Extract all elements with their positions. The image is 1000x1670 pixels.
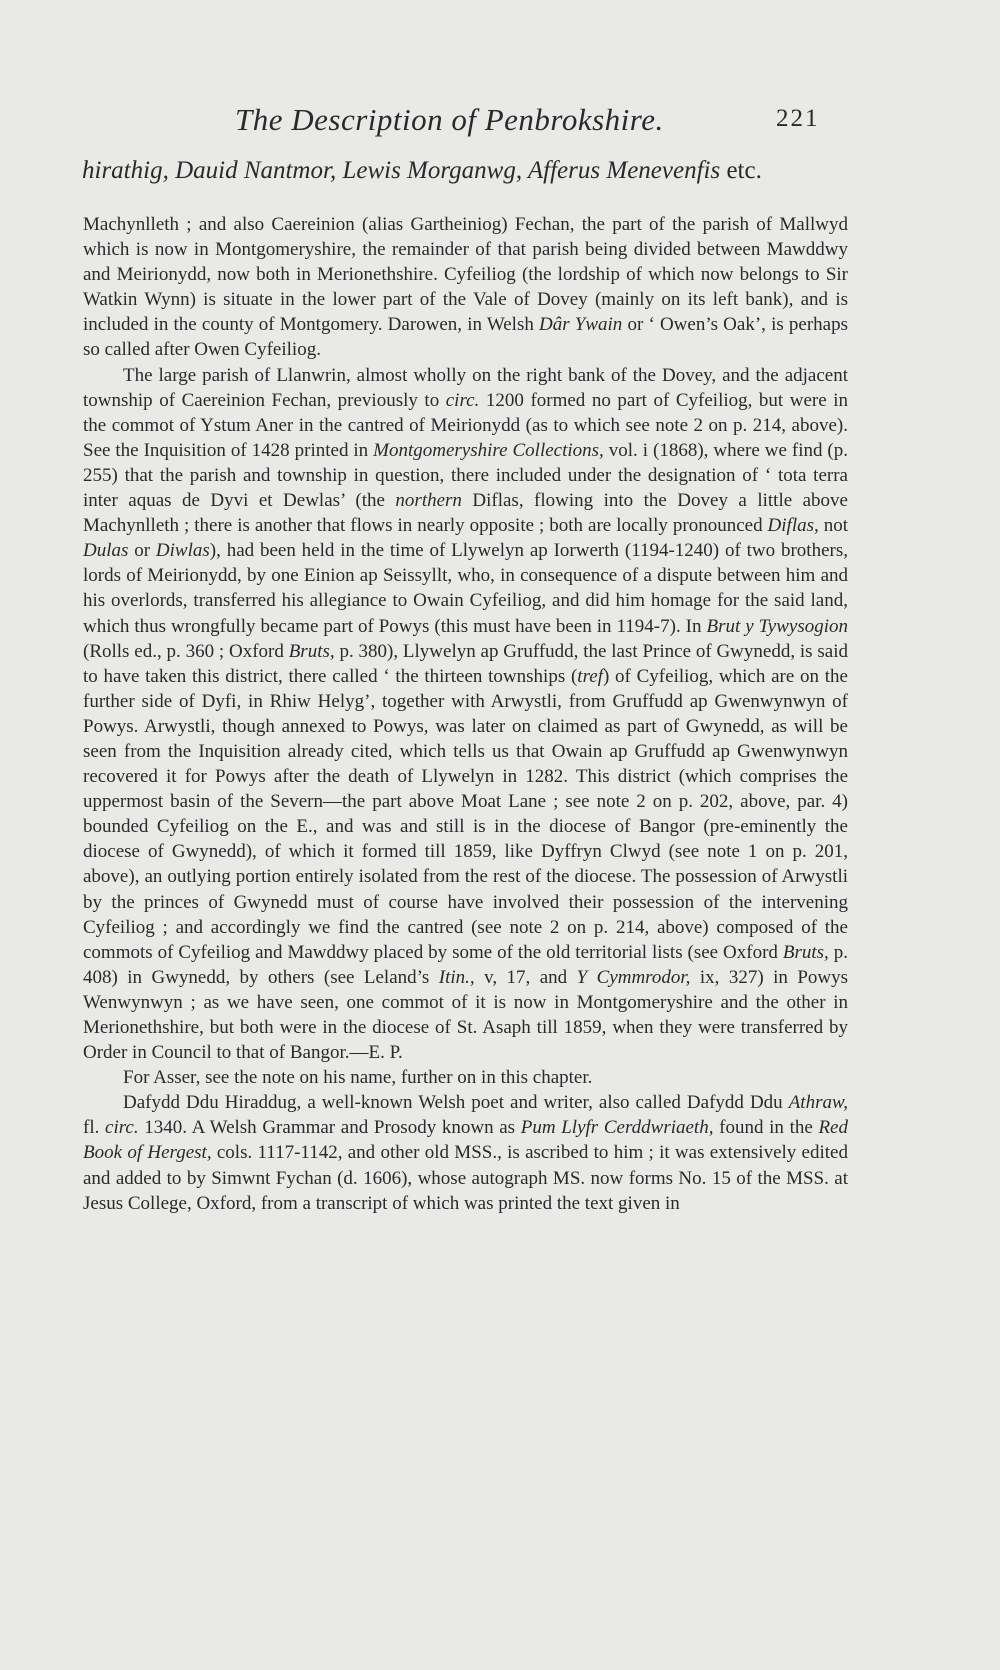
text-run: p. 380), Llywelyn ap Gruffudd, the last Prince of Gwynedd, is said to have taken this district, there called ‘ the thirteen townships ( (83, 640, 848, 687)
text-run: fl. (83, 1117, 106, 1139)
italic-run: Montgomeryshire Collections, (373, 439, 604, 461)
italic-run: Athraw, (788, 1092, 848, 1114)
italic-run: Red Book of Hergest, (83, 1117, 848, 1164)
text-run: found in the (713, 1117, 819, 1139)
italic-run: Y Cymmrodor, (576, 966, 691, 988)
text-run: or (128, 540, 156, 562)
italic-run: Diwlas (155, 540, 210, 562)
paragraph-4 (83, 1090, 848, 1215)
text-run: ) of Cyfeiliog, which are on the further side of Dyfi, in Rhiw Helyg’, together with Arwystli, from Gruffudd ap Gwenwynwyn of Powys. Arwystli, though annexed to Powys, was later on claimed as part of Gwynedd, as will be seen from the Inquisition already cited, which tells us that Owain ap Gruffudd ap Gwenwynwyn recovered it for Powys after the death of Llywelyn in 1282. This district (which comprises the uppermost basin of the Severn—the part above Moat Lane ; see note 2 on p. 202, above, par. 4) bounded Cyfeiliog on the E., and was and still is in the diocese of Bangor (pre-eminently the diocese of Gwynedd), of which it formed till 1859, like Dyffryn Clwyd (see note 1 on p. 201, above), an outlying portion entirely isolated from the rest of the diocese. The possession of Arwystli by the princes of Gwynedd must of course have involved their possession of the intervening Cyfeiliog ; and accordingly we find the cantred (see note 2 on p. 214, above) composed of the commots of Cyfeiliog and Mawddwy placed by some of the old territorial lists (see Oxford (83, 665, 848, 963)
text-run: Machynlleth ; and also Caereinion (alias Gartheiniog) Fechan, the part of the parish of Mallwyd which is now in Montgomeryshire, the remainder of that parish being divided between Mawddwy and Meirionydd, now both in Merionethshire. Cyfeiliog (the lordship of which now belongs to Sir Watkin Wynn) is situate in the lower part of the Vale of Dovey (mainly on its left bank), and is included in the county of Montgomery. Darowen, in Welsh (83, 214, 848, 336)
italic-run: northern (395, 490, 462, 512)
text-run: or ‘ Owen’s Oak’, is perhaps so called after Owen Cyfeiliog. (83, 314, 848, 361)
body-text (83, 212, 848, 1216)
page-number: 221 (776, 105, 820, 132)
paragraph-3 (83, 1065, 848, 1090)
running-head (0, 102, 1000, 142)
text-run: Dafydd Ddu Hiraddug, a well-known Welsh poet and writer, also called Dafydd Ddu (123, 1092, 789, 1114)
text-run: Diflas, flowing into the Dovey a little above Machynlleth ; there is another that flows in nearly opposite ; both are locally pronounced (83, 490, 848, 537)
italic-run: Bruts, (782, 941, 829, 963)
running-title: The Description of Penbrokshire. (235, 102, 664, 137)
text-run: 1340. A Welsh Grammar and Prosody known as (138, 1117, 521, 1139)
continued-text-italic: hirathig, Dauid Nantmor, Lewis Morganwg, Afferus Menevenfis (82, 157, 721, 184)
continued-text-etc: etc. (720, 157, 762, 184)
text-run: 1200 formed no part of Cyfeiliog, but were in the commot of Ystum Aner in the cantred of Meirionydd (as to which see note 2 on p. 214, above). See the Inquisition of 1428 printed in (83, 389, 848, 461)
text-run: cols. 1117-1142, and other old MSS., is ascribed to him ; it was extensively edited and added to by Simwnt Fychan (d. 1606), whose autograph MS. now forms No. 15 of the MSS. at Jesus College, Oxford, from a transcript of which was printed the text given in (83, 1142, 848, 1214)
italic-run: circ. (445, 389, 480, 411)
text-run: For Asser, see the note on his name, further on in this chapter. (123, 1067, 593, 1089)
italic-run: Pum Llyfr Cerddwriaeth, (520, 1117, 714, 1139)
italic-run: tref (577, 665, 603, 687)
paragraph-1 (83, 212, 848, 363)
italic-run: Bruts, (288, 640, 335, 662)
text-run: ), had been held in the time of Llywelyn ap Iorwerth (1194-1240) of two brothers, lords of Meirionydd, by one Einion ap Seissyllt, who, in consequence of a dispute between him and his overlords, transferred his allegiance to Owain Cyfeiliog, and did him homage for the said land, which thus wrongfully became part of Powys (this must have been in 1194-7). In (83, 540, 848, 637)
italic-run: circ. (105, 1117, 139, 1139)
text-run: not (818, 515, 849, 537)
text-run: ix, 327) in Powys Wenwynwyn ; as we have seen, one commot of it is now in Montgomeryshire and the other in Merionethshire, but both were in the diocese of St. Asaph till 1859, when they were transferred by Order in Council to that of Bangor.—E. P. (83, 966, 849, 1064)
continued-text-line (82, 157, 922, 185)
text-run: p. 408) in Gwynedd, by others (see Leland’s (83, 941, 849, 988)
text-run: v, 17, and (474, 966, 577, 988)
italic-run: Dâr Ywain (539, 314, 623, 336)
italic-run: Dulas (83, 540, 129, 562)
italic-run: Itin., (438, 966, 475, 988)
text-run: vol. i (1868), where we find (p. 255) that the parish and township in question, there included under the designation of ‘ tota terra inter aquas de Dyvi et Dewlas’ (the (83, 439, 849, 512)
italic-run: Diflas, (767, 515, 819, 537)
italic-run: Brut y Tywysogion (706, 615, 848, 637)
paragraph-2 (83, 363, 848, 1066)
text-run: (Rolls ed., p. 360 ; Oxford (83, 640, 289, 662)
text-run: The large parish of Llanwrin, almost wholly on the right bank of the Dovey, and the adjacent township of Caereinion Fechan, previously to (83, 364, 848, 411)
